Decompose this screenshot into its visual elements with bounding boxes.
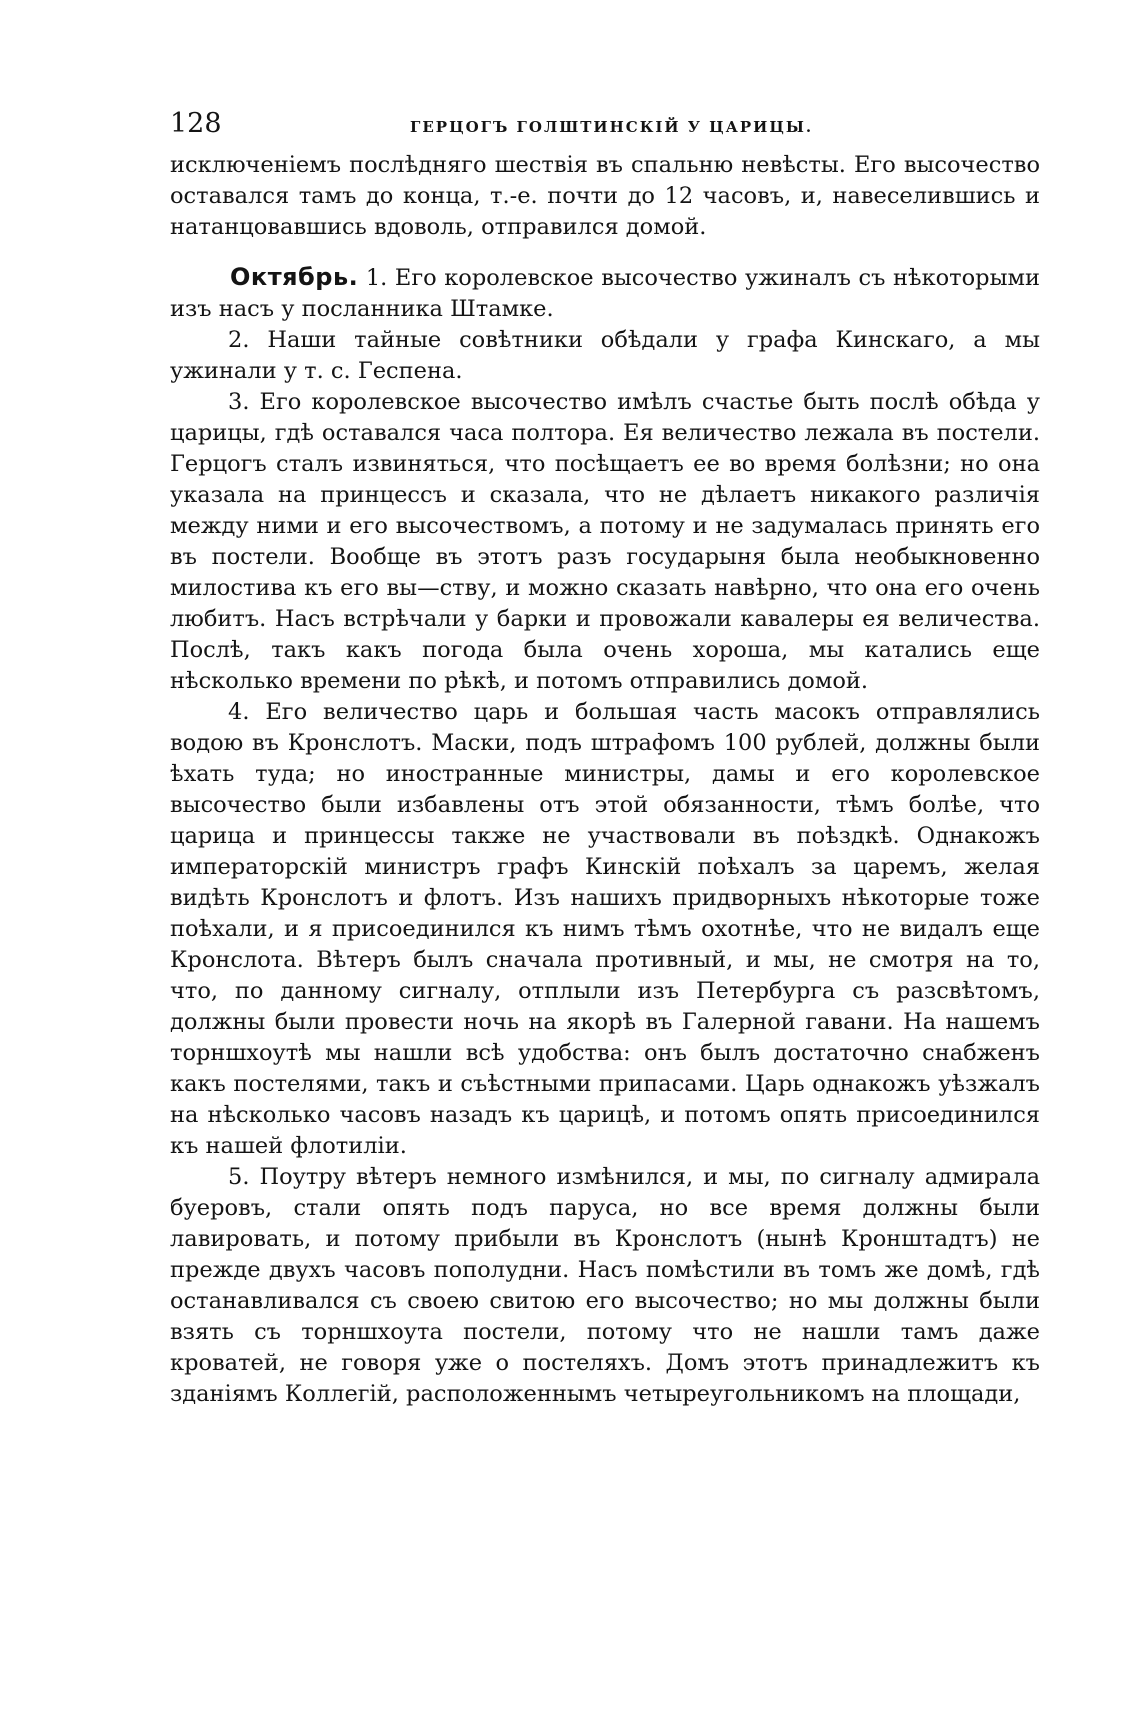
page-number: 128 [170,108,222,139]
paragraph-text: 1. Его королевское высочество ужиналъ съ нѣкоторыми изъ насъ у посланника Штамке. [170,265,1040,322]
paragraph-october-1 [170,262,1040,325]
paragraph-continuation: исключеніемъ послѣдняго шествія въ спальню невѣсты. Его высочество оставался тамъ до конца, т.-е. почти до 12 часовъ, и, навеселившись и натанцовавшись вдоволь, отправился домой. [170,152,1040,240]
paragraph-october-5: 5. Поутру вѣтеръ немного измѣнился, и мы, по сигналу адмирала буеровъ, стали опять подъ паруса, но все время должны были лавировать, и потому прибыли въ Кронслотъ (нынѣ Кронштадтъ) не прежде двухъ часовъ пополудни. Насъ помѣстили въ томъ же домѣ, гдѣ останавливался съ своею свитою его высочество; но мы должны были взять съ торншхоута постели, потому что не нашли тамъ даже кроватей, не говоря уже о постеляхъ. Домъ этотъ принадлежитъ къ зданіямъ Коллегій, расположеннымъ четыреугольникомъ на площади, [170,1164,1040,1407]
running-head: ГЕРЦОГЪ ГОЛШТИНСКІЙ У ЦАРИЦЫ. [410,118,814,136]
paragraph-october-2: 2. Наши тайные совѣтники обѣдали у графа Кинскаго, а мы ужинали у т. с. Геспена. [170,327,1040,384]
section-heading: Октябрь. [230,263,359,291]
paragraph-october-4: 4. Его величество царь и большая часть масокъ отправлялись водою въ Кронслотъ. Маски, подъ штрафомъ 100 рублей, должны были ѣхать туда; но иностранные министры, дамы и его королевское высочество были избавлены отъ этой обязанности, тѣмъ болѣе, что царица и принцессы также не участвовали въ поѣздкѣ. Однакожъ императорскій министръ графъ Кинскій поѣхалъ за царемъ, желая видѣть Кронслотъ и флотъ. Изъ нашихъ придворныхъ нѣкоторые тоже поѣхали, и я присоединился къ нимъ тѣмъ охотнѣе, что не видалъ еще Кронслота. Вѣтеръ былъ сначала противный, и мы, не смотря на то, что, по данному сигналу, отплыли изъ Петербурга съ разсвѣтомъ, должны были провести ночь на якорѣ въ Галерной гавани. На нашемъ торншхоутѣ мы нашли всѣ удобства: онъ былъ достаточно снабженъ какъ постелями, такъ и съѣстными припасами. Царь однакожъ уѣзжалъ на нѣсколько часовъ назадъ къ царицѣ, и потомъ опять присоединился къ нашей флотиліи. [170,699,1040,1159]
body-text [170,150,1040,1410]
page-header [170,104,1040,144]
paragraph-october-3: 3. Его королевское высочество имѣлъ счастье быть послѣ обѣда у царицы, гдѣ оставался часа полтора. Ея величество лежала въ постели. Герцогъ сталъ извиняться, что посѣщаетъ ее во время болѣзни; но она указала на принцессъ и сказала, что не дѣлаетъ никакого различія между ними и его высочествомъ, а потому и не задумалась принять его въ постели. Вообще въ этотъ разъ государыня была необыкновенно милостива къ его вы—ству, и можно сказать навѣрно, что она его очень любитъ. Насъ встрѣчали у барки и провожали кавалеры ея величества. Послѣ, такъ какъ погода была очень хороша, мы катались еще нѣсколько времени по рѣкѣ, и потомъ отправились домой. [170,389,1040,694]
